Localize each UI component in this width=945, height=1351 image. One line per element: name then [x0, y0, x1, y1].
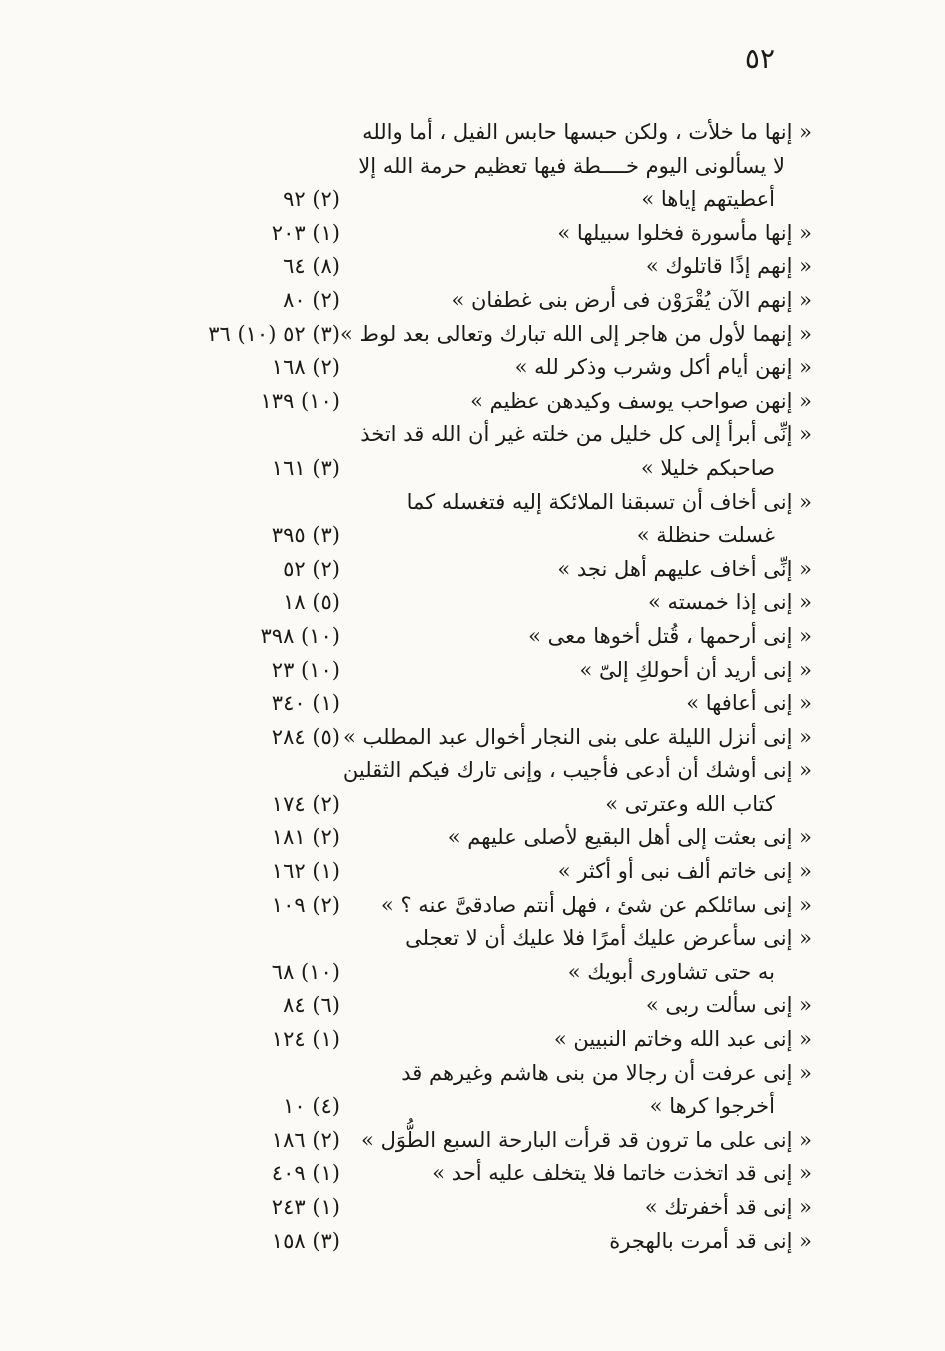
- entry-text: « إنى أرحمها ، قُتل أخوها معى »: [528, 623, 812, 648]
- index-list: [0, 116, 945, 1258]
- index-entry-line: [0, 452, 945, 486]
- index-entry-line: [0, 956, 945, 990]
- entry-text: « إنى خاتم ألف نبى أو أكثر »: [557, 859, 812, 884]
- entry-text: « إنى قد أمرت بالهجرة: [609, 1228, 812, 1253]
- index-entry-line: [0, 889, 945, 923]
- index-entry-line: [0, 553, 945, 587]
- entry-text: أعطيتهم إياها »: [641, 187, 775, 212]
- entry-text: « إنهن صواحب يوسف وكيدهن عظيم »: [470, 388, 812, 413]
- entry-text: « إنى أعافها »: [686, 691, 812, 716]
- entry-reference: (٢) ٩٢: [283, 187, 340, 212]
- index-entry-line: [0, 150, 945, 184]
- page-number: ٥٢: [744, 42, 775, 75]
- entry-text: « إنى عرفت أن رجالا من بنى هاشم وغيرهم قد: [401, 1060, 812, 1085]
- index-entry-line: [0, 385, 945, 419]
- entry-reference: (١٠) ١٣٩: [260, 388, 340, 413]
- index-entry-line: [0, 821, 945, 855]
- index-entry-line: [0, 1057, 945, 1091]
- entry-text: « إنى سأعرض عليك أمرًا فلا عليك أن لا تعجلى: [405, 926, 812, 951]
- entry-text: « إنهن أيام أكل وشرب وذكر لله »: [514, 355, 812, 380]
- entry-text: غسلت حنظلة »: [636, 523, 775, 548]
- entry-reference: (١٠) ٦٨: [271, 959, 340, 984]
- entry-reference: (٣) ٥٢ (١٠) ٣٦: [208, 321, 340, 346]
- entry-reference: (١) ٢٠٣: [271, 220, 340, 245]
- index-entry-line: [0, 486, 945, 520]
- index-entry-line: [0, 620, 945, 654]
- index-entry-line: [0, 418, 945, 452]
- entry-reference: (١٠) ٢٣: [271, 657, 340, 682]
- index-entry-line: [0, 284, 945, 318]
- index-entry-line: [0, 922, 945, 956]
- entry-reference: (٢) ١٨٦: [271, 1127, 340, 1152]
- entry-reference: (١) ١٦٢: [271, 859, 340, 884]
- index-entry-line: [0, 1157, 945, 1191]
- index-entry-line: [0, 1090, 945, 1124]
- index-entry-line: [0, 116, 945, 150]
- entry-text: أخرجوا كرها »: [649, 1094, 775, 1119]
- entry-text: « إنى أريد أن أحولكِ إلىّ »: [579, 657, 812, 682]
- entry-reference: (١) ٣٤٠: [271, 691, 340, 716]
- entry-text: « إنى إذا خمسته »: [647, 590, 812, 615]
- entry-text: « إنِّى أبرأ إلى كل خليل من خلته غير أن الله قد اتخذ: [360, 422, 812, 447]
- entry-text: « إنى أنزل الليلة على بنى النجار أخوال عبد المطلب »: [342, 724, 812, 749]
- entry-text: صاحبكم خليلا »: [640, 455, 775, 480]
- entry-reference: (٢) ١٧٤: [271, 791, 340, 816]
- entry-reference: (٣) ٣٩٥: [271, 523, 340, 548]
- index-entry-line: [0, 1225, 945, 1259]
- index-entry-line: [0, 586, 945, 620]
- index-entry-line: [0, 519, 945, 553]
- index-entry-line: [0, 318, 945, 352]
- entry-reference: (٢) ٥٢: [283, 556, 340, 581]
- entry-reference: (٨) ٦٤: [283, 254, 340, 279]
- entry-reference: (٣) ١٦١: [271, 455, 340, 480]
- entry-reference: (١) ١٢٤: [271, 1027, 340, 1052]
- index-entry-line: [0, 754, 945, 788]
- index-entry-line: [0, 183, 945, 217]
- entry-text: « إنى قد أخفرتك »: [644, 1195, 812, 1219]
- entry-text: « إنها ما خلأت ، ولكن حبسها حابس الفيل ، أما والله: [362, 120, 812, 144]
- entry-text: « إنهم إذًا قاتلوك »: [645, 254, 812, 279]
- entry-reference: (٤) ١٠: [283, 1094, 340, 1119]
- entry-text: « إنهما لأول من هاجر إلى الله تبارك وتعالى بعد لوط »: [340, 321, 812, 346]
- index-entry-line: [0, 1023, 945, 1057]
- entry-reference: (١) ٤٠٩: [271, 1161, 340, 1186]
- entry-text: به حتى تشاورى أبويك »: [567, 959, 775, 984]
- entry-text: « إنى عبد الله وخاتم النبيين »: [553, 1027, 812, 1052]
- index-entry-line: [0, 788, 945, 822]
- entry-text: « إنى أخاف أن تسبقنا الملائكة إليه فتغسله كما: [406, 489, 812, 514]
- entry-reference: (١٠) ٣٩٨: [260, 623, 340, 648]
- entry-reference: (٥) ٢٨٤: [271, 724, 340, 749]
- entry-reference: (٢) ١٠٩: [271, 892, 340, 917]
- entry-text: « إنهم الآن يُقْرَوْن فى أرض بنى غطفان »: [451, 287, 812, 312]
- entry-text: « إنى أوشك أن أدعى فأجيب ، وإنى تارك فيكم الثقلين: [342, 758, 812, 783]
- entry-text: « إنى بعثت إلى أهل البقيع لأصلى عليهم »: [447, 825, 812, 850]
- index-entry-line: [0, 855, 945, 889]
- entry-reference: (٢) ١٦٨: [271, 355, 340, 380]
- index-entry-line: [0, 250, 945, 284]
- entry-text: « إنى سائلكم عن شئ ، فهل أنتم صادقىَّ عنه ؟ »: [380, 892, 812, 917]
- entry-text: « إنى على ما ترون قد قرأت البارحة السبع الطُّوَل »: [361, 1127, 812, 1152]
- entry-text: « إنها مأسورة فخلوا سبيلها »: [557, 220, 812, 245]
- index-entry-line: [0, 1191, 945, 1225]
- index-entry-line: [0, 721, 945, 755]
- entry-reference: (٢) ٨٠: [283, 287, 340, 312]
- entry-reference: (٦) ٨٤: [283, 993, 340, 1018]
- index-entry-line: [0, 989, 945, 1023]
- entry-reference: (١) ٢٤٣: [271, 1195, 340, 1219]
- index-entry-line: [0, 351, 945, 385]
- entry-text: « إنى سألت ربى »: [645, 993, 812, 1018]
- index-entry-line: [0, 217, 945, 251]
- entry-text: « إنى قد اتخذت خاتما فلا يتخلف عليه أحد »: [432, 1161, 812, 1186]
- entry-reference: (٣) ١٥٨: [271, 1228, 340, 1253]
- entry-text: كتاب الله وعترتى »: [605, 791, 775, 816]
- entry-reference: (٥) ١٨: [283, 590, 340, 615]
- index-entry-line: [0, 654, 945, 688]
- index-entry-line: [0, 687, 945, 721]
- index-entry-line: [0, 1124, 945, 1158]
- entry-text: لا يسألونى اليوم خــــطة فيها تعظيم حرمة الله إلا: [358, 153, 785, 178]
- entry-text: « إنِّى أخاف عليهم أهل نجد »: [557, 556, 812, 581]
- entry-reference: (٢) ١٨١: [271, 825, 340, 850]
